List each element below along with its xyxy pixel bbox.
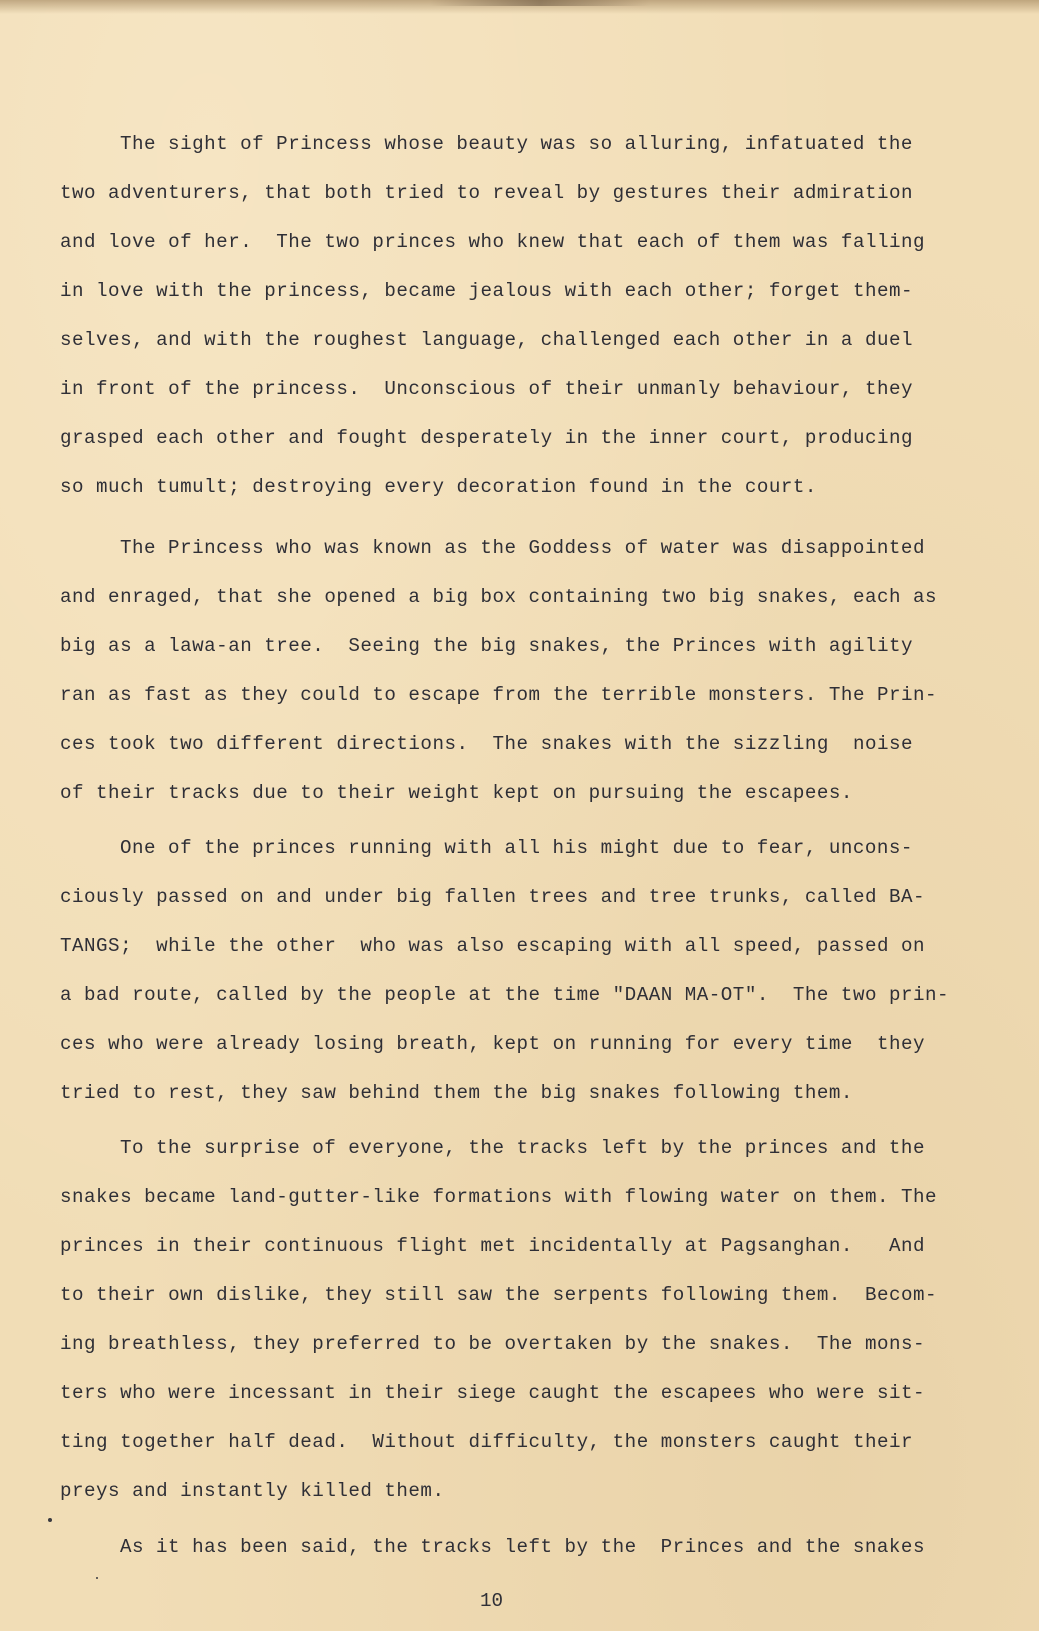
text-line: and enraged, that she opened a big box containing two big snakes, each as [60, 586, 938, 608]
text-line: TANGS; while the other who was also escaping with all speed, passed on [60, 935, 926, 957]
text-line: tried to rest, they saw behind them the big snakes following them. [60, 1082, 853, 1104]
text-line: to their own dislike, they still saw the serpents following them. Becom- [60, 1284, 938, 1306]
text-line: As it has been said, the tracks left by the Princes and the snakes [120, 1536, 925, 1558]
page-number: 10 [480, 1590, 504, 1612]
text-line: ing breathless, they preferred to be overtaken by the snakes. The mons- [60, 1333, 926, 1355]
ink-speck [48, 1518, 52, 1522]
text-line: in love with the princess, became jealous with each other; forget them- [60, 280, 914, 302]
text-line: princes in their continuous flight met incidentally at Pagsanghan. And [60, 1235, 926, 1257]
text-line: The sight of Princess whose beauty was so alluring, infatuated the [120, 133, 913, 155]
text-line: so much tumult; destroying every decoration found in the court. [60, 476, 817, 498]
text-line: a bad route, called by the people at the time "DAAN MA-OT". The two prin- [60, 984, 950, 1006]
text-line: of their tracks due to their weight kept on pursuing the escapees. [60, 782, 853, 804]
text-line: ran as fast as they could to escape from the terrible monsters. The Prin- [60, 684, 938, 706]
text-line: ters who were incessant in their siege caught the escapees who were sit- [60, 1382, 926, 1404]
text-line: To the surprise of everyone, the tracks left by the princes and the [120, 1137, 925, 1159]
text-line: ces took two different directions. The snakes with the sizzling noise [60, 733, 914, 755]
text-line: grasped each other and fought desperately in the inner court, producing [60, 427, 914, 449]
ink-speck [96, 1577, 98, 1579]
text-line: preys and instantly killed them. [60, 1480, 445, 1502]
text-line: selves, and with the roughest language, challenged each other in a duel [60, 329, 914, 351]
text-line: One of the princes running with all his might due to fear, uncons- [120, 837, 913, 859]
text-line: The Princess who was known as the Goddess of water was disappointed [120, 537, 925, 559]
text-line: two adventurers, that both tried to reveal by gestures their admiration [60, 182, 914, 204]
text-line: ces who were already losing breath, kept on running for every time they [60, 1033, 926, 1055]
text-line: snakes became land-gutter-like formations with flowing water on them. The [60, 1186, 938, 1208]
text-line: and love of her. The two princes who knew that each of them was falling [60, 231, 926, 253]
text-line: big as a lawa-an tree. Seeing the big snakes, the Princes with agility [60, 635, 914, 657]
text-line: ting together half dead. Without difficulty, the monsters caught their [60, 1431, 914, 1453]
text-line: ciously passed on and under big fallen trees and tree trunks, called BA- [60, 886, 926, 908]
paper-top-edge-stain [430, 0, 650, 6]
text-line: in front of the princess. Unconscious of their unmanly behaviour, they [60, 378, 914, 400]
